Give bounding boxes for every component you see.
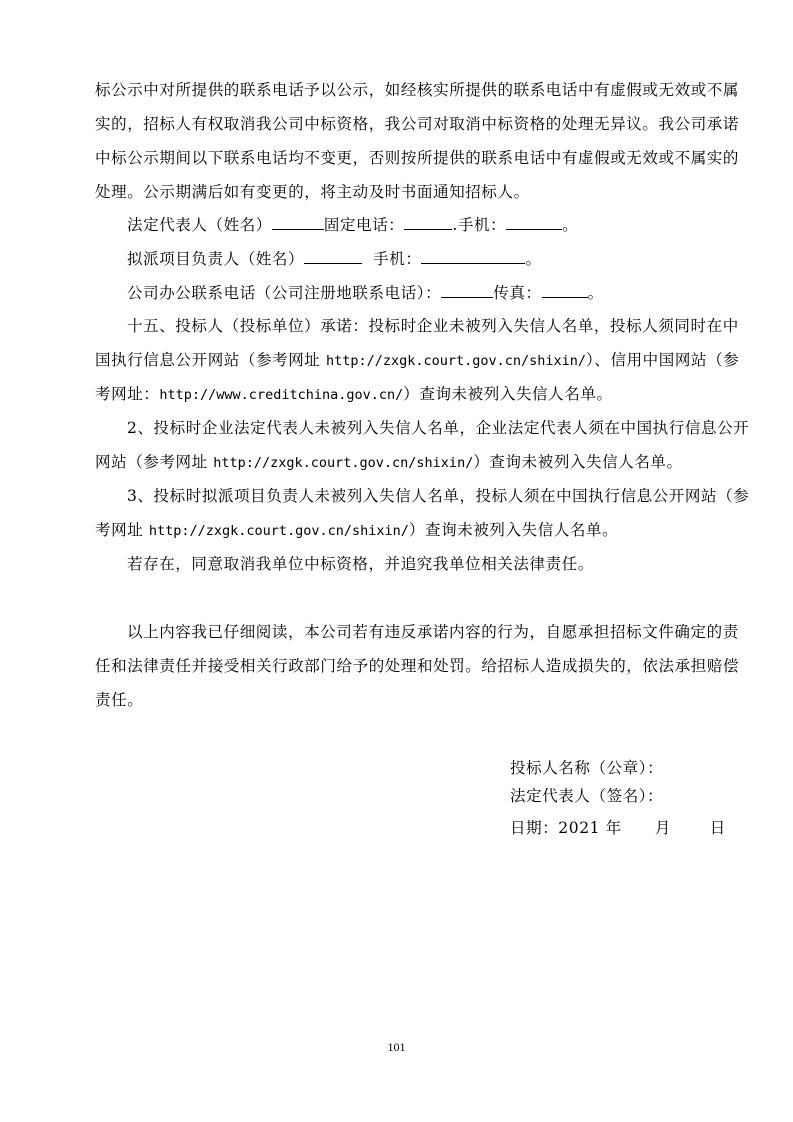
clause3-text: 考网址 [95,521,149,539]
legal-rep-contact-line [127,214,578,235]
pm-mobile-label: 手机： [373,250,422,268]
zxgk-url-link[interactable]: http://zxgk.court.gov.cn/shixin/ [148,523,409,539]
mobile-label: .手机： [452,216,507,234]
clause15-text: 考网址： [95,385,160,403]
intro-line-3: 中标公示期间以下联系电话均不变更，否则按所提供的联系电话中有虚假或无效或不属实的 [95,149,740,167]
intro-line-2: 实的，招标人有权取消我公司中标资格，我公司对取消中标资格的处理无异议。我公司承诺 [95,115,740,133]
fax-label: 传真： [493,284,542,302]
clause15-line-3 [95,384,613,405]
legal-rep-name-blank[interactable] [272,214,324,230]
clause2-line-1: 2、投标时企业法定代表人未被列入失信人名单，企业法定代表人须在中国执行信息公开 [127,419,750,437]
office-contact-line [127,282,604,303]
declaration-line-3: 责任。 [95,691,144,709]
bidder-name-seal-label: 投标人名称（公章）： [510,759,664,777]
fixed-phone-blank[interactable] [404,214,452,230]
period: 。 [525,250,542,268]
date-label: 日期：2021 年 月 日 [510,819,726,837]
mobile-blank[interactable] [506,214,562,230]
fax-blank[interactable] [542,282,588,298]
period: 。 [562,216,579,234]
clause3-line-2 [95,520,618,541]
clause3-line-1: 3、投标时拟派项目负责人未被列入失信人名单，投标人须在中国执行信息公开网站（参 [127,487,750,505]
creditchina-url-link[interactable]: http://www.creditchina.gov.cn/ [159,387,404,403]
legal-rep-signature-label: 法定代表人（签名）： [510,787,664,805]
clause2-text: 网站（参考网址 [95,453,214,471]
declaration-line-2: 任和法律责任并接受相关行政部门给予的处理和处罚。给招标人造成损失的，依法承担赔偿 [95,657,740,675]
legal-rep-label: 法定代表人（姓名） [127,216,272,234]
pm-mobile-blank[interactable] [421,248,525,264]
intro-line-1: 标公示中对所提供的联系电话予以公示，如经核实所提供的联系电话中有虚假或无效或不属 [95,81,740,99]
office-phone-label: 公司办公联系电话（公司注册地联系电话）： [127,284,442,302]
declaration-line-1: 以上内容我已仔细阅读，本公司若有违反承诺内容的行为，自愿承担招标文件确定的责 [127,623,739,641]
clause15-text: ）查询未被列入失信人名单。 [403,385,613,403]
fixed-phone-label: 固定电话： [323,216,405,234]
clause2-text: ）查询未被列入失信人名单。 [473,453,683,471]
zxgk-url-link[interactable]: http://zxgk.court.gov.cn/shixin/ [325,353,587,369]
office-phone-blank[interactable] [441,282,493,298]
clause15-line-2 [95,350,739,371]
period: 。 [587,284,604,302]
zxgk-url-link[interactable]: http://zxgk.court.gov.cn/shixin/ [213,455,474,471]
intro-line-4: 处理。公示期满后如有变更的，将主动及时书面通知招标人。 [95,183,530,201]
pm-name-blank[interactable] [304,248,362,264]
clause15-text: ）、信用中国网站（参 [586,351,740,369]
pm-contact-line [127,248,542,269]
consequence-line: 若存在，同意取消我单位中标资格，并追究我单位相关法律责任。 [127,555,594,573]
pm-label: 拟派项目负责人（姓名） [127,250,305,268]
clause15-text: 国执行信息公开网站（参考网址 [95,351,326,369]
clause2-line-2 [95,452,683,473]
clause15-line-1: 十五、投标人（投标单位）承诺：投标时企业未被列入失信人名单，投标人须同时在中 [127,317,739,335]
page-number: 101 [387,1040,406,1054]
clause3-text: ）查询未被列入失信人名单。 [408,521,619,539]
